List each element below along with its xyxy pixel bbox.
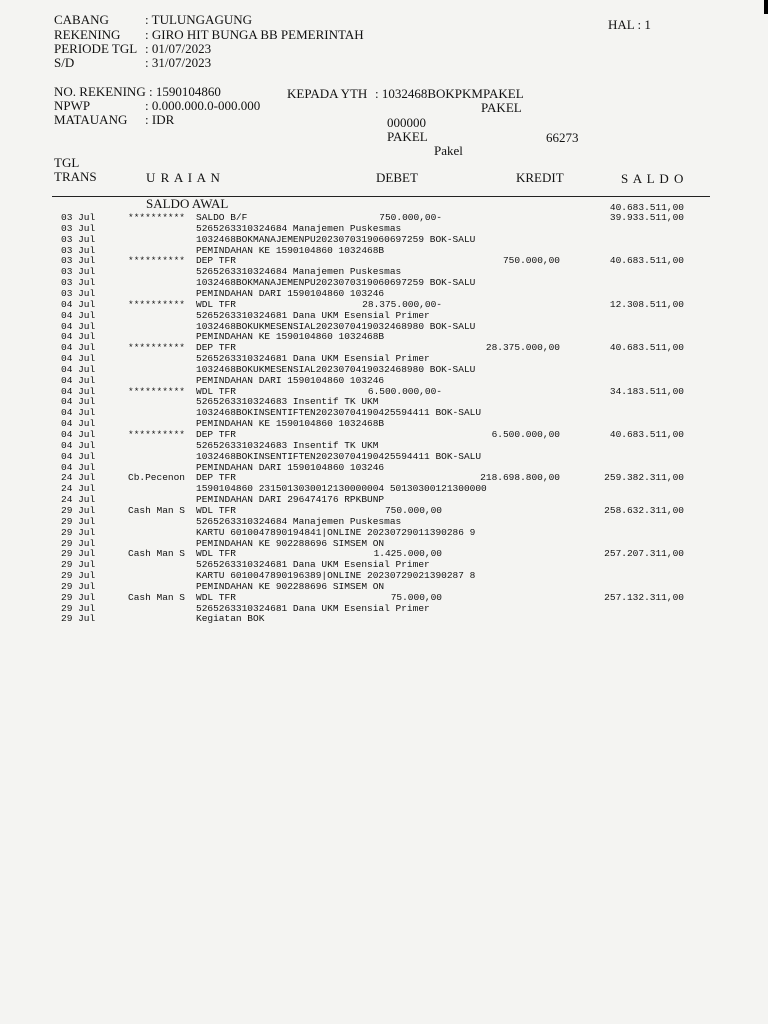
row-description: PEMINDAHAN DARI 1590104860 103246: [196, 374, 385, 386]
row-date: 04 Jul: [61, 363, 96, 375]
transaction-row: [0, 581, 768, 592]
row-description: PEMINDAHAN KE 1590104860 1032468B: [196, 418, 385, 430]
row-code: Cb.Pecenon: [128, 472, 186, 484]
row-description: DEP TFR: [196, 342, 236, 354]
address-line-3: PAKEL: [387, 129, 428, 144]
transaction-row: [0, 613, 768, 624]
npwp-value: : 0.000.000.0-000.000: [145, 98, 261, 113]
row-date: 29 Jul: [61, 559, 96, 571]
row-date: 29 Jul: [61, 526, 96, 538]
transaction-row: [0, 451, 768, 462]
address-line-1: PAKEL: [481, 100, 522, 115]
col-debet: DEBET: [376, 170, 418, 185]
row-code: Cash Man S: [128, 548, 186, 560]
row-description: 1590104860 2315013030012130000004 50130300121300000: [196, 483, 487, 495]
row-date: 29 Jul: [61, 602, 96, 614]
row-date: 03 Jul: [61, 255, 96, 267]
row-date: 04 Jul: [61, 320, 96, 332]
row-debet: 75.000,00: [390, 591, 442, 603]
row-date: 24 Jul: [61, 494, 96, 506]
row-debet: 1.425.000,00: [373, 548, 442, 560]
transaction-row: [0, 483, 768, 494]
col-tgl: TGL: [54, 155, 80, 170]
row-date: 04 Jul: [61, 385, 96, 397]
transaction-row: [0, 527, 768, 538]
transaction-row: [0, 277, 768, 288]
transaction-row: [0, 299, 768, 310]
transaction-row: [0, 255, 768, 266]
row-date: 03 Jul: [61, 287, 96, 299]
row-code: **********: [128, 255, 186, 267]
row-date: 04 Jul: [61, 309, 96, 321]
row-description: 5265263310324683 Insentif TK UKM: [196, 439, 379, 451]
row-code: **********: [128, 298, 186, 310]
transaction-row: [0, 548, 768, 559]
row-description: 5265263310324681 Dana UKM Esensial Primer: [196, 602, 430, 614]
row-date: 29 Jul: [61, 570, 96, 582]
row-description: 5265263310324684 Manajemen Puskesmas: [196, 266, 402, 278]
row-code: **********: [128, 429, 186, 440]
saldo-awal-value: 40.683.511,00: [609, 202, 684, 213]
row-description: PEMINDAHAN KE 1590104860 1032468B: [196, 331, 385, 343]
transaction-row: [0, 245, 768, 256]
row-description: PEMINDAHAN KE 1590104860 1032468B: [196, 244, 385, 256]
row-saldo: 257.132.311,00: [604, 591, 684, 603]
row-date: 04 Jul: [61, 418, 96, 430]
row-description: KARTU 6010047890194841|ONLINE 20230729011390286 9: [196, 526, 476, 538]
cabang-label: CABANG: [54, 12, 109, 27]
row-date: 03 Jul: [61, 233, 96, 245]
transaction-row: [0, 407, 768, 418]
row-date: 29 Jul: [61, 613, 96, 625]
row-date: 04 Jul: [61, 461, 96, 473]
row-saldo: 34.183.511,00: [609, 385, 684, 397]
row-date: 24 Jul: [61, 472, 96, 484]
row-description: Kegiatan BOK: [196, 613, 265, 625]
address-line-2: 000000: [387, 115, 426, 130]
row-code: Cash Man S: [128, 504, 186, 516]
transaction-row: [0, 429, 768, 440]
transaction-row: [0, 592, 768, 603]
transaction-row: [0, 288, 768, 299]
transaction-row: [0, 212, 768, 223]
row-description: DEP TFR: [196, 429, 236, 440]
row-kredit: 28.375.000,00: [485, 342, 560, 354]
row-date: 04 Jul: [61, 429, 96, 440]
transaction-row: [0, 223, 768, 234]
row-date: 29 Jul: [61, 504, 96, 516]
row-date: 04 Jul: [61, 353, 96, 365]
row-description: SALDO B/F: [196, 212, 248, 223]
row-date: 04 Jul: [61, 407, 96, 419]
row-saldo: 40.683.511,00: [609, 429, 684, 440]
row-description: 5265263310324683 Insentif TK UKM: [196, 396, 379, 408]
row-description: 5265263310324681 Dana UKM Esensial Primer: [196, 309, 430, 321]
row-saldo: 257.207.311,00: [604, 548, 684, 560]
row-description: 1032468BOKUKMESENSIAL2023070419032468980 BOK-SALU: [196, 320, 476, 332]
row-description: WDL TFR: [196, 298, 236, 310]
row-description: 1032468BOKINSENTIFTEN20230704190425594411 BOK-SALU: [196, 450, 482, 462]
row-code: **********: [128, 385, 186, 397]
periode-value: : 01/07/2023: [145, 41, 212, 56]
row-saldo: 40.683.511,00: [609, 342, 684, 354]
row-date: 03 Jul: [61, 266, 96, 278]
matauang-label: MATAUANG: [54, 112, 128, 127]
periode-label: PERIODE TGL: [54, 41, 138, 56]
transaction-row: [0, 386, 768, 397]
row-date: 24 Jul: [61, 483, 96, 495]
row-date: 03 Jul: [61, 212, 96, 223]
row-saldo: 258.632.311,00: [604, 504, 684, 516]
row-description: 1032468BOKMANAJEMENPU2023070319060697259 BOK-SALU: [196, 277, 476, 289]
row-date: 03 Jul: [61, 222, 96, 234]
address-line-4: Pakel: [434, 143, 463, 158]
row-description: PEMINDAHAN DARI 1590104860 103246: [196, 461, 385, 473]
row-date: 04 Jul: [61, 439, 96, 451]
col-saldo: S A L D O: [621, 171, 685, 186]
row-saldo: 12.308.511,00: [609, 298, 684, 310]
row-date: 04 Jul: [61, 331, 96, 343]
postcode: 66273: [546, 130, 579, 145]
transaction-row: [0, 462, 768, 473]
row-description: 1032468BOKINSENTIFTEN20230704190425594411 BOK-SALU: [196, 407, 482, 419]
row-description: 1032468BOKUKMESENSIAL2023070419032468980 BOK-SALU: [196, 363, 476, 375]
row-kredit: 6.500.000,00: [491, 429, 560, 440]
transaction-row: [0, 266, 768, 277]
row-description: 1032468BOKMANAJEMENPU2023070319060697259 BOK-SALU: [196, 233, 476, 245]
row-date: 04 Jul: [61, 298, 96, 310]
row-debet: 750.000,00-: [379, 212, 442, 223]
row-description: WDL TFR: [196, 548, 236, 560]
transaction-row: [0, 418, 768, 429]
transaction-row: [0, 494, 768, 505]
row-description: 5265263310324681 Dana UKM Esensial Primer: [196, 353, 430, 365]
transaction-row: [0, 570, 768, 581]
row-description: WDL TFR: [196, 504, 236, 516]
scan-edge-mark: [764, 0, 768, 14]
row-description: 5265263310324681 Dana UKM Esensial Primer: [196, 559, 430, 571]
transaction-row: [0, 396, 768, 407]
transaction-row: [0, 472, 768, 483]
row-description: PEMINDAHAN KE 902288696 SIMSEM ON: [196, 537, 385, 549]
row-debet: 28.375.000,00-: [362, 298, 442, 310]
rekening-value: : GIRO HIT BUNGA BB PEMERINTAH: [145, 27, 364, 42]
transaction-row: [0, 364, 768, 375]
row-saldo: 259.382.311,00: [604, 472, 684, 484]
row-date: 04 Jul: [61, 396, 96, 408]
npwp-label: NPWP: [54, 98, 91, 113]
transaction-row: [0, 538, 768, 549]
row-saldo: 40.683.511,00: [609, 255, 684, 267]
transaction-row: [0, 440, 768, 451]
transaction-row: [0, 310, 768, 321]
row-code: Cash Man S: [128, 591, 186, 603]
col-uraian: U R A I A N: [146, 170, 221, 185]
row-description: KARTU 6010047890196389|ONLINE 20230729021390287 8: [196, 570, 476, 582]
cabang-value: : TULUNGAGUNG: [145, 12, 253, 27]
row-description: PEMINDAHAN DARI 296474176 RPKBUNP: [196, 494, 385, 506]
row-date: 29 Jul: [61, 591, 96, 603]
matauang-value: : IDR: [145, 112, 175, 127]
row-description: DEP TFR: [196, 255, 236, 267]
row-description: DEP TFR: [196, 472, 236, 484]
row-kredit: 218.698.800,00: [480, 472, 560, 484]
row-description: PEMINDAHAN KE 902288696 SIMSEM ON: [196, 580, 385, 592]
row-code: **********: [128, 212, 186, 223]
saldo-awal-label: SALDO AWAL: [146, 196, 229, 211]
row-date: 04 Jul: [61, 374, 96, 386]
row-date: 03 Jul: [61, 277, 96, 289]
row-date: 03 Jul: [61, 244, 96, 256]
kepada-label: KEPADA YTH: [287, 86, 368, 101]
account-number: NO. REKENING : 1590104860: [54, 84, 221, 99]
row-description: WDL TFR: [196, 591, 236, 603]
row-date: 29 Jul: [61, 548, 96, 560]
row-debet: 750.000,00: [384, 504, 442, 516]
row-description: WDL TFR: [196, 385, 236, 397]
transaction-row: [0, 505, 768, 516]
transaction-row: [0, 353, 768, 364]
page-number: HAL : 1: [608, 17, 651, 32]
row-saldo: 39.933.511,00: [609, 212, 684, 223]
row-debet: 6.500.000,00-: [367, 385, 442, 397]
transaction-row: [0, 375, 768, 386]
transaction-row: [0, 603, 768, 614]
transaction-row: [0, 331, 768, 342]
row-code: **********: [128, 342, 186, 354]
row-kredit: 750.000,00: [502, 255, 560, 267]
row-description: 5265263310324684 Manajemen Puskesmas: [196, 515, 402, 527]
transaction-row: [0, 559, 768, 570]
transaction-row: [0, 234, 768, 245]
transaction-row: [0, 342, 768, 353]
kepada-value: : 1032468BOKPKMPAKEL: [375, 86, 524, 101]
sd-value: : 31/07/2023: [145, 55, 212, 70]
transaction-row: [0, 516, 768, 527]
row-date: 29 Jul: [61, 580, 96, 592]
col-kredit: KREDIT: [516, 170, 564, 185]
transaction-row: [0, 321, 768, 332]
row-description: 5265263310324684 Manajemen Puskesmas: [196, 222, 402, 234]
row-description: PEMINDAHAN DARI 1590104860 103246: [196, 287, 385, 299]
sd-label: S/D: [54, 55, 75, 70]
row-date: 04 Jul: [61, 450, 96, 462]
col-trans: TRANS: [54, 169, 97, 184]
rekening-label: REKENING: [54, 27, 121, 42]
row-date: 04 Jul: [61, 342, 96, 354]
row-date: 29 Jul: [61, 537, 96, 549]
row-date: 29 Jul: [61, 515, 96, 527]
